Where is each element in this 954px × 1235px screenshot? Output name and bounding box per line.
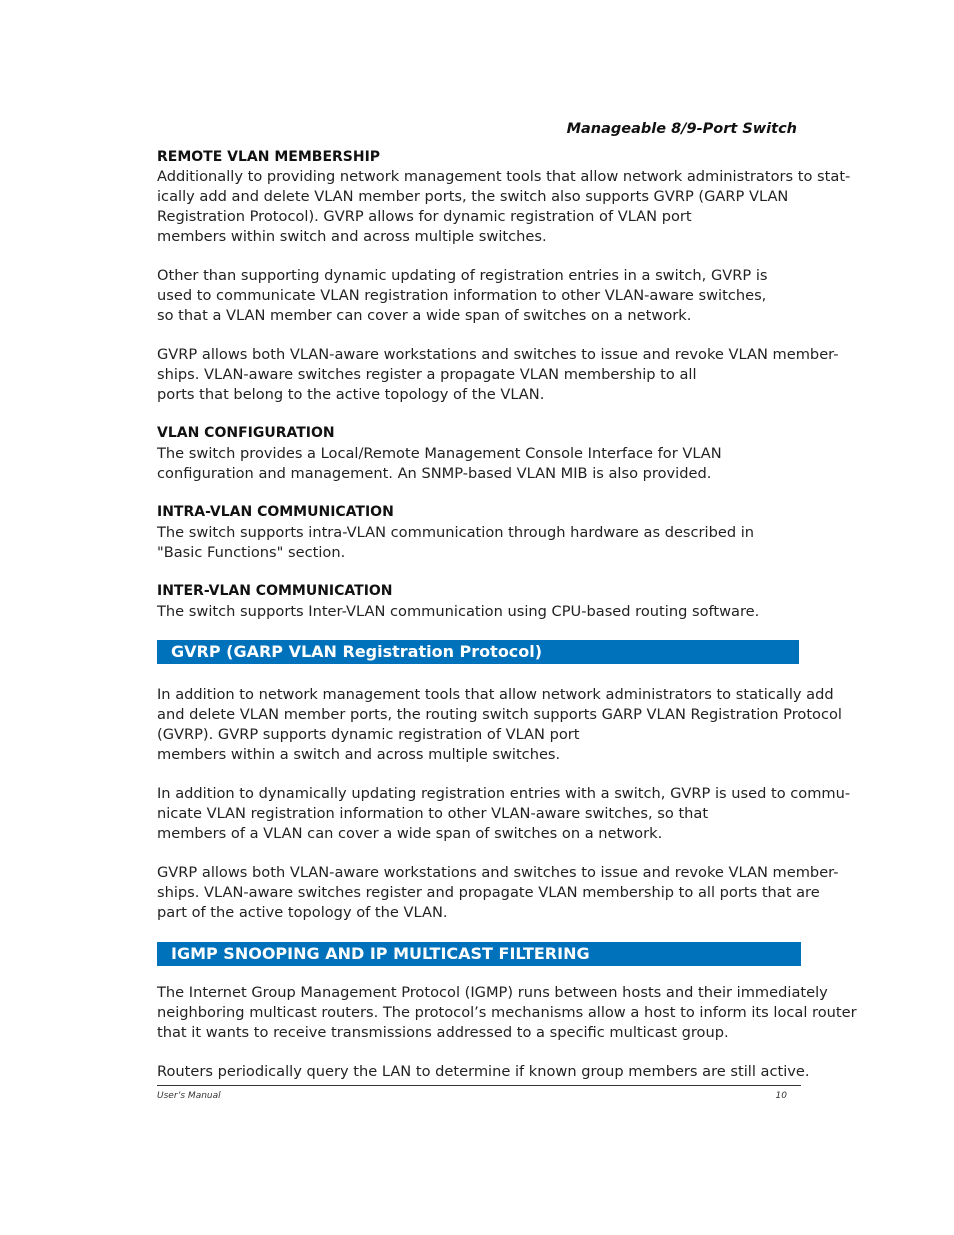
text-line: members within switch and across multiple switches. — [157, 228, 547, 245]
heading-inter-vlan: INTER-VLAN COMMUNICATION — [157, 583, 393, 599]
section-banner-gvrp: GVRP (GARP VLAN Registration Protocol) — [157, 640, 799, 664]
page-header-title: Manageable 8/9-Port Switch — [566, 121, 797, 137]
text-line: members within a switch and across multiple switches. — [157, 746, 561, 763]
text-line: and delete VLAN member ports, the routing switch supports GARP VLAN Registration Protocol — [157, 706, 842, 723]
text-line: In addition to dynamically updating registration entries with a switch, GVRP is used to commu- — [157, 785, 851, 802]
heading-intra-vlan: INTRA-VLAN COMMUNICATION — [157, 504, 394, 520]
text-line: The switch provides a Local/Remote Management Console Interface for VLAN — [157, 445, 722, 462]
paragraph-igmp-1 — [157, 983, 857, 1043]
text-line: part of the active topology of the VLAN. — [157, 904, 448, 921]
text-line: ports that belong to the active topology of the VLAN. — [157, 386, 545, 403]
text-line: that it wants to receive transmissions addressed to a specific multicast group. — [157, 1024, 729, 1041]
text-line: Routers periodically query the LAN to determine if known group members are still active. — [157, 1063, 810, 1080]
heading-vlan-configuration: VLAN CONFIGURATION — [157, 425, 335, 441]
text-line: configuration and management. An SNMP-based VLAN MIB is also provided. — [157, 465, 712, 482]
text-line: The Internet Group Management Protocol (IGMP) runs between hosts and their immediately — [157, 984, 828, 1001]
paragraph-igmp-2 — [157, 1062, 810, 1082]
text-line: ships. VLAN-aware switches register and propagate VLAN membership to all ports that are — [157, 884, 820, 901]
text-line: Registration Protocol). GVRP allows for dynamic registration of VLAN port — [157, 208, 692, 225]
footer-divider — [157, 1085, 801, 1086]
paragraph-remote-vlan-3 — [157, 345, 839, 405]
text-line: (GVRP). GVRP supports dynamic registration of VLAN port — [157, 726, 580, 743]
text-line: "Basic Functions" section. — [157, 544, 346, 561]
section-banner-igmp: IGMP SNOOPING AND IP MULTICAST FILTERING — [157, 942, 801, 966]
paragraph-gvrp-2 — [157, 784, 850, 844]
paragraph-vlan-configuration — [157, 444, 722, 484]
text-line: GVRP allows both VLAN-aware workstations and switches to issue and revoke VLAN member- — [157, 864, 839, 881]
paragraph-gvrp-3 — [157, 863, 839, 923]
footer-manual-label: User’s Manual — [157, 1091, 221, 1101]
text-line: Additionally to providing network management tools that allow network administrators to stat- — [157, 168, 851, 185]
text-line: so that a VLAN member can cover a wide span of switches on a network. — [157, 307, 692, 324]
page-number: 10 — [775, 1091, 787, 1101]
text-line: ically add and delete VLAN member ports, the switch also supports GVRP (GARP VLAN — [157, 188, 789, 205]
text-line: In addition to network management tools that allow network administrators to statically add — [157, 686, 834, 703]
text-line: GVRP allows both VLAN-aware workstations and switches to issue and revoke VLAN member- — [157, 346, 839, 363]
paragraph-gvrp-1 — [157, 685, 842, 765]
paragraph-intra-vlan — [157, 523, 754, 563]
text-line: used to communicate VLAN registration information to other VLAN-aware switches, — [157, 287, 767, 304]
text-line: ships. VLAN-aware switches register a propagate VLAN membership to all — [157, 366, 697, 383]
paragraph-remote-vlan-1 — [157, 167, 850, 247]
paragraph-inter-vlan — [157, 602, 759, 622]
text-line: nicate VLAN registration information to other VLAN-aware switches, so that — [157, 805, 709, 822]
text-line: The switch supports intra-VLAN communication through hardware as described in — [157, 524, 755, 541]
text-line: The switch supports Inter-VLAN communication using CPU-based routing software. — [157, 603, 760, 620]
paragraph-remote-vlan-2 — [157, 266, 767, 326]
text-line: Other than supporting dynamic updating of registration entries in a switch, GVRP is — [157, 267, 768, 284]
heading-remote-vlan-membership: REMOTE VLAN MEMBERSHIP — [157, 149, 381, 165]
text-line: members of a VLAN can cover a wide span of switches on a network. — [157, 825, 663, 842]
text-line: neighboring multicast routers. The protocol’s mechanisms allow a host to inform its local router — [157, 1004, 857, 1021]
